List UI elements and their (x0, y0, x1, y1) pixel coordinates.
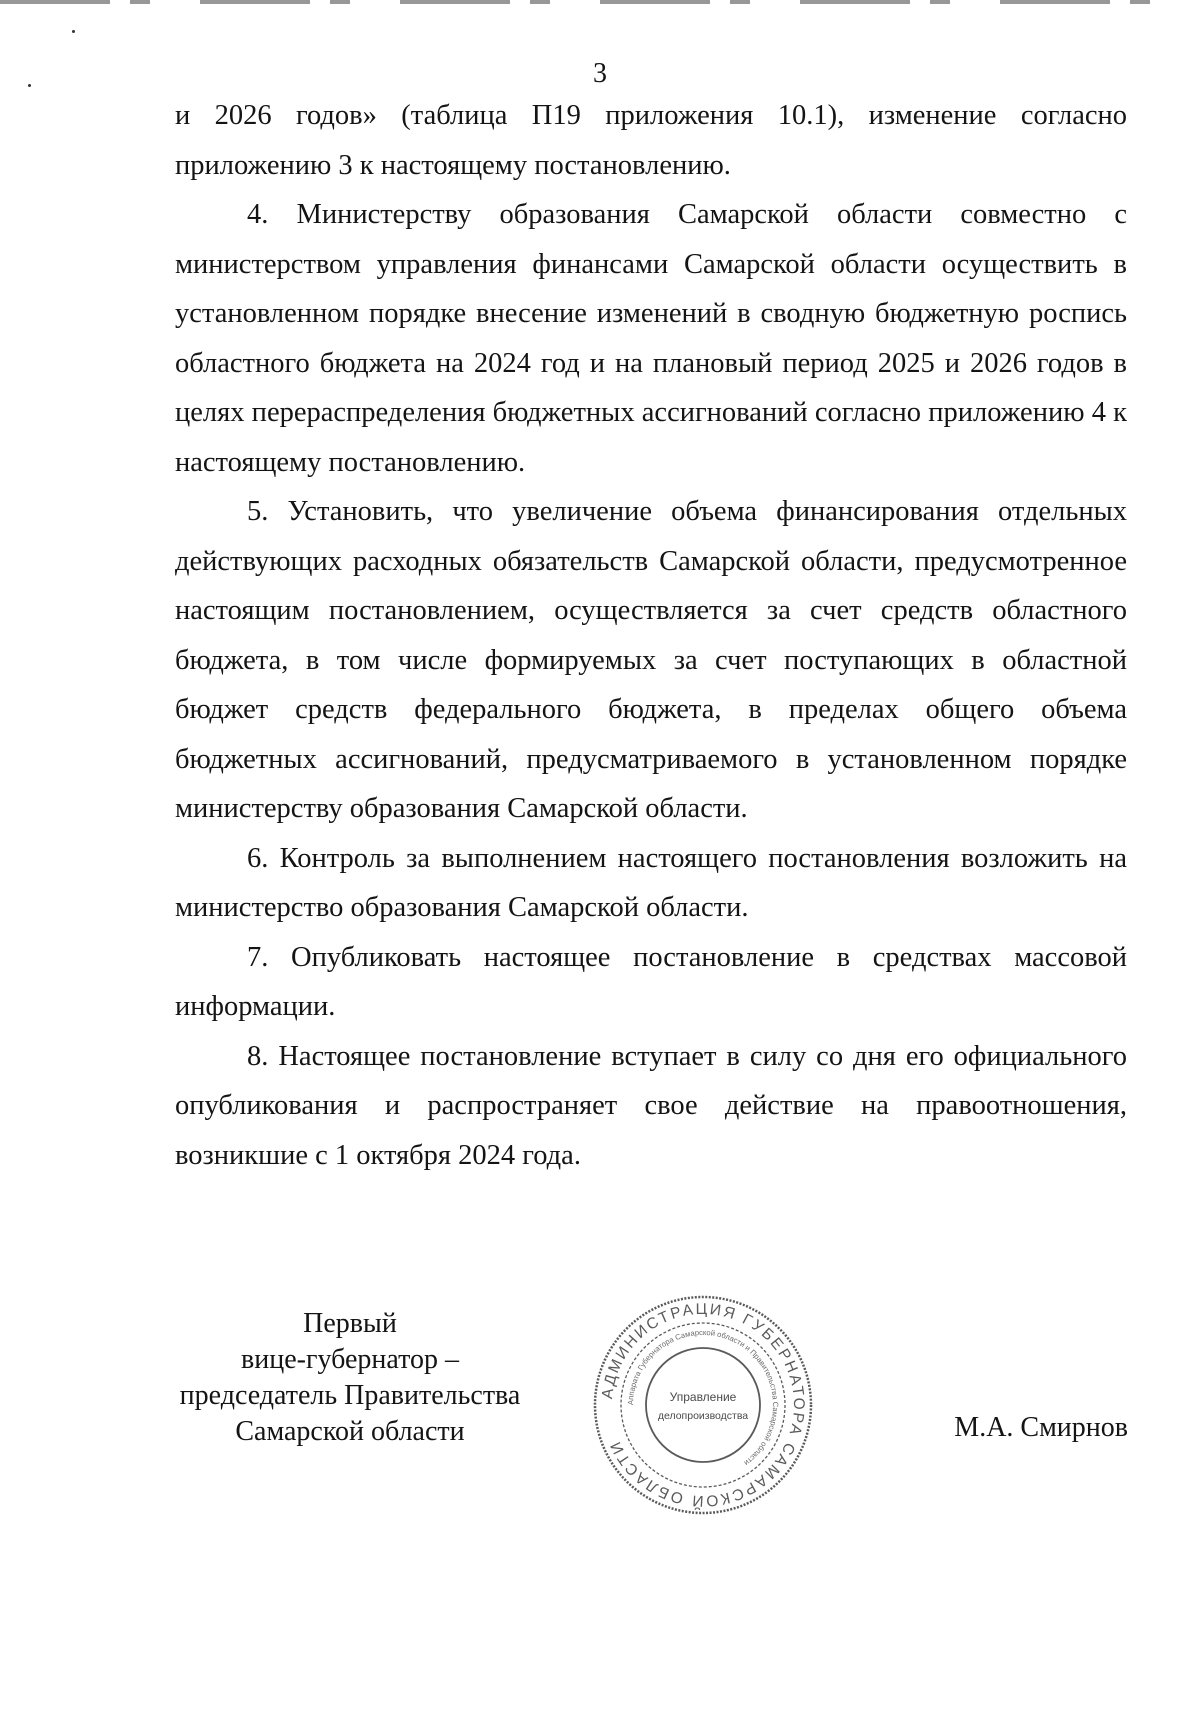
paragraph-continuation: и 2026 годов» (таблица П19 приложения 10.1), изменение согласно приложению 3 к настоящему постановлению. (175, 100, 1127, 181)
signatory-name: М.А. Смирнов (954, 1412, 1128, 1443)
paragraph-item-8: 8. Настоящее постановление вступает в силу со дня его официального опубликования и распространяет свое действие на правоотношения, возникшие с 1 октября 2024 года. (175, 1040, 1127, 1171)
position-line: вице-губернатор – (241, 1344, 459, 1375)
stamp-center-line-2: делопроизводства (657, 1410, 749, 1422)
paragraph-item-7: 7. Опубликовать настоящее постановление в средствах массовой информации. (175, 941, 1127, 1022)
stamp-outer-text: АДМИНИСТРАЦИЯ ГУБЕРНАТОРА САМАРСКОЙ ОБЛАСТИ (599, 1300, 808, 1510)
stamp-center-line-1: Управление (669, 1390, 737, 1404)
stamp-center-ring (646, 1348, 760, 1462)
document-body (175, 91, 1127, 1180)
scan-top-edge (0, 0, 1200, 4)
stamp-inner-text: Аппарата Губернатора Самарской области и Правительства Самарской области (625, 1327, 781, 1468)
position-line: председатель Правительства (179, 1380, 521, 1411)
official-stamp (588, 1290, 818, 1520)
paragraph-item-6: 6. Контроль за выполнением настоящего постановления возложить на министерство образования Самарской области. (175, 842, 1127, 923)
scan-speck (72, 30, 75, 33)
position-line: Первый (303, 1308, 397, 1339)
signatory-position (160, 1306, 540, 1450)
position-line: Самарской области (235, 1416, 465, 1447)
paragraph-item-5: 5. Установить, что увеличение объема финансирования отдельных действующих расходных обязательств Самарской области, предусмотренное настоящим постановлением, осуществляется за счет средств областного бюджета, в том числе формируемых за счет поступающих в областной бюджет средств федерального бюджета, в пределах общего объема бюджетных ассигнований, предусматриваемого в установленном порядке министерству образования Самарской области. (175, 496, 1127, 824)
paragraph-item-4: 4. Министерству образования Самарской области совместно с министерством управления финансами Самарской области осуществить в установленном порядке внесение изменений в сводную бюджетную роспись областного бюджета на 2024 год и на плановый период 2025 и 2026 годов в целях перераспределения бюджетных ассигнований согласно приложению 4 к настоящему постановлению. (175, 199, 1127, 478)
page-number: 3 (593, 58, 607, 89)
